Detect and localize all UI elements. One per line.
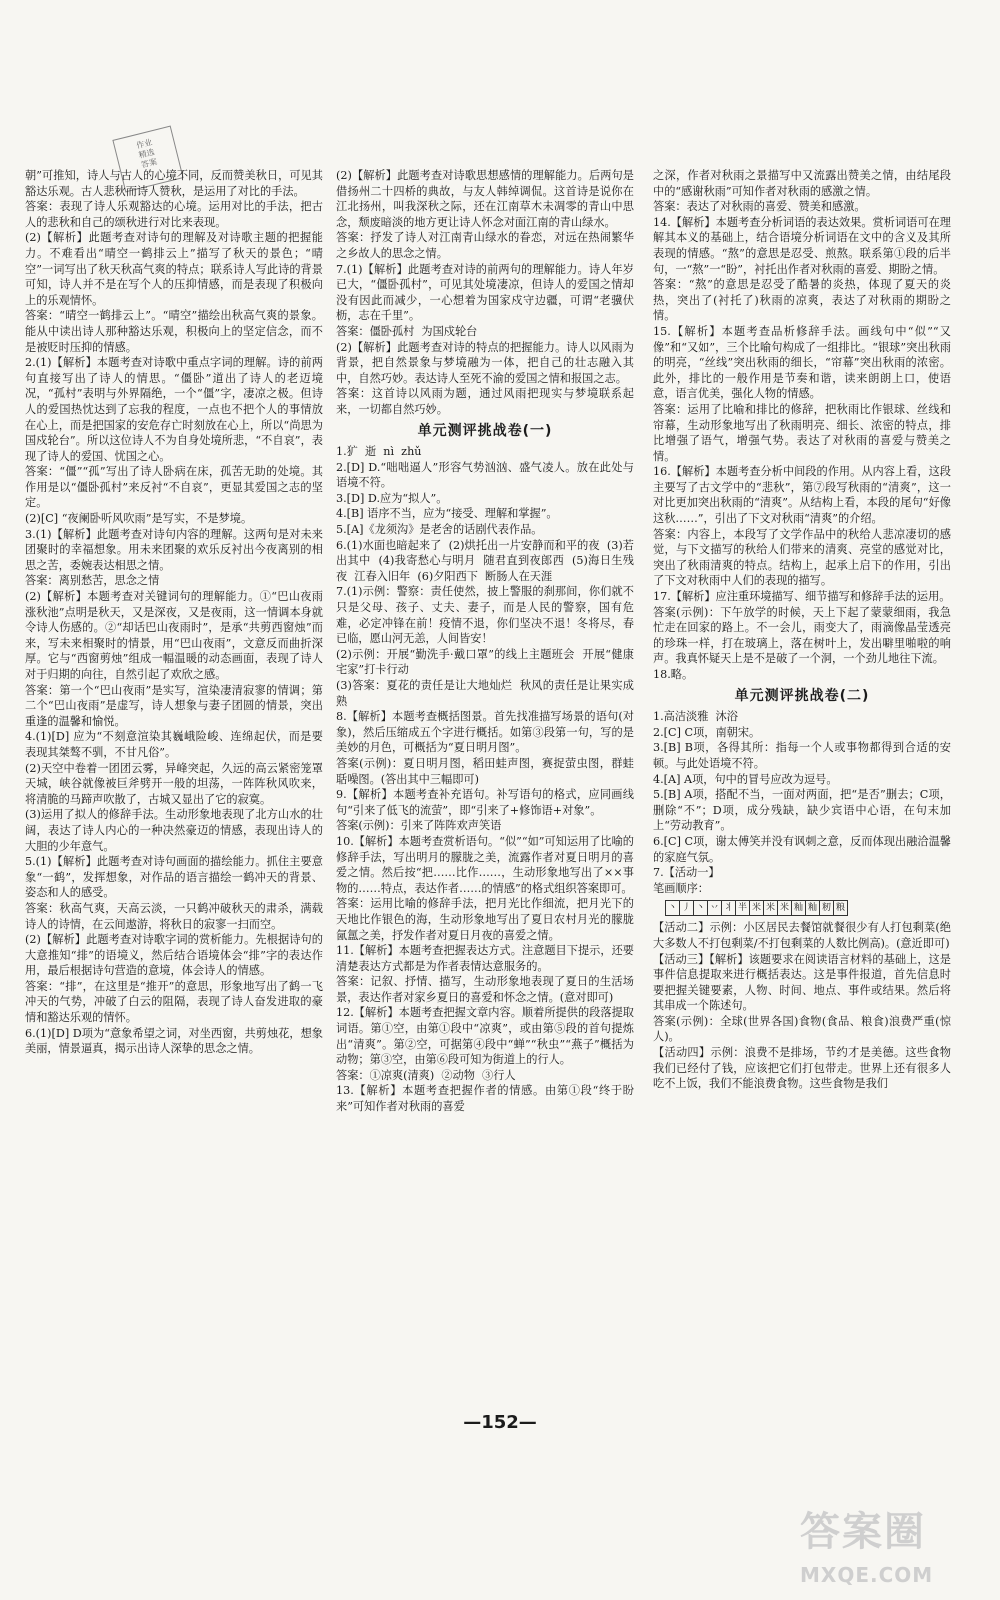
answer-text-middle-top: (2)【解析】此题考查对诗歌思想感情的理解能力。后两句是借扬州二十四桥的典故，与友人韩绰调侃。这首诗是说你在江北扬州，叫我深秋之际，还在江南草木未凋零的青山中思念，颓废暗淡的地方更让诗人怀念对面江南的青山绿水。 答案：抒发了诗人对江南青山绿水的眷恋，对远在热闹繁华之乡故人的思念之情。 7.(1)【解析】此题考查对诗的前两句的理解能力。诗人年岁已大，“僵卧孤村”，可见其处境凄凉，但诗人的爱国之情却没有因此而减少，一心想着为国家戍守边疆，可谓“老骥伏枥，志在千里”。 答案：僵卧孤村 为国戍轮台 (2)【解析】此题考查对诗的特点的把握能力。诗人以风雨为背景，把自然景象与梦境融为一体，把自己的壮志融入其中，自然巧妙。表达诗人至死不渝的爱国之情和报国之志。 答案：这首诗以风雨为题，通过风雨把现实与梦境联系起来，一切都自然巧妙。 bbox=[336, 169, 634, 416]
stroke-cell: 半 bbox=[736, 900, 750, 916]
stroke-cell: 米 bbox=[750, 900, 764, 916]
stroke-cell: 米 bbox=[764, 900, 778, 916]
answer-text-right-top: 之深，作者对秋雨之景描写中又流露出赞美之情，由结尾段中的“感谢秋雨”可知作者对秋雨的感激之情。 答案：表达了对秋雨的喜爱、赞美和感激。 14.【解析】本题考查分析词语的表达效果。赏析词语可在理解其本义的基础上，结合语境分析词语在文中的含义及其所表现的情感。“熬”的意思是忍受、煎熬。联系第①段的后半句，一“熬”一“盼”，衬托出作者对秋雨的喜爱、期盼之情。 答案：“熬”的意思是忍受了酷暑的炎热，体现了夏天的炎热，突出了(衬托了)秋雨的凉爽，表达了对秋雨的期盼之情。 15.【解析】本题考查品析修辞手法。画线句中“似”“又像”和“又如”，三个比喻句构成了一组排比。“银球”突出秋雨的明亮，“丝线”突出秋雨的细长，“帘幕”突出秋雨的浓密。此外，排比的一般作用是节奏和谐，读来朗朗上口，使语意，语言优美，强化人物的情感。 答案：运用了比喻和排比的修辞，把秋雨比作银球、丝线和帘幕，生动形象地写出了秋雨明亮、细长、浓密的特点，排比增强了语气，增强气势。表达了对秋雨的喜爱与赞美之情。 16.【解析】本题考查分析中间段的作用。从内容上看，这段主要写了古文学中的“悲秋”，第⑦段写秋雨的“清爽”，这一对比更加突出秋雨的“清爽”。从结构上看，本段的尾句“好像这秋……”，引出了下文对秋雨“清爽”的介绍。 答案：内容上，本段写了文学作品中的秋给人悲凉凄切的感觉，与下文描写的秋给人们带来的清爽、亮堂的感觉对比，突出了秋雨清爽的特点。结构上，起承上启下的作用，引出了下文对秋雨中人们的表现的描写。 17.【解析】应注重环境描写、细节描写和修辞手法的运用。 答案(示例)：下午放学的时候，天上下起了蒙蒙细雨，我急忙走在回家的路上。不一会儿，雨变大了，雨滴像晶莹透亮的珍珠一样，打在玻璃上，落在树叶上，发出噼里啪啦的响声。我真怀疑天上是不是破了一个洞，一个劲儿地往下流。 18.略。 bbox=[653, 169, 951, 681]
stroke-cell: 丷 bbox=[708, 900, 722, 916]
stroke-cell: 籼 bbox=[806, 900, 820, 916]
stroke-cell: 丬 bbox=[722, 900, 736, 916]
column-left bbox=[25, 168, 323, 1413]
stroke-order-grid bbox=[665, 900, 951, 916]
section-title-test-one: 单元测评挑战卷(一) bbox=[417, 422, 553, 439]
stroke-cell: 丿 bbox=[680, 900, 694, 916]
watermark-logo bbox=[800, 1500, 980, 1590]
stroke-cell: 籾 bbox=[820, 900, 834, 916]
section-title-test-two: 单元测评挑战卷(二) bbox=[734, 687, 870, 704]
watermark-logo-text: 答案圈 bbox=[800, 1509, 926, 1555]
answer-text-left: 朝”可推知，诗人与古人的心境不同，反而赞美秋日，可见其豁达乐观。古人悲秋而诗人赞秋，是运用了对比的手法。 答案：表现了诗人乐观豁达的心境。运用对比的手法，把古人的悲秋和自己的颂秋进行对比来表现。 (2)【解析】此题考查对诗句的理解及对诗歌主题的把握能力。不难看出“晴空一鹤排云上”描写了秋天的景色；“晴空”一词写出了秋天秋高气爽的特点；联系诗人写此诗的背景可知，诗人并不是在写个人的压抑情感，而是表现了积极向上的乐观情怀。 答案：“晴空一鹤排云上”。“晴空”描绘出秋高气爽的景象。能从中读出诗人那种豁达乐观，积极向上的坚定信念，而不是被贬时压抑的情感。 2.(1)【解析】本题考查对诗歌中重点字词的理解。诗的前两句直接写出了诗人的情思。“僵卧”道出了诗人的老迈境况，“孤村”表明与外界隔绝，一个“僵”字，凄凉之极。但诗人的爱国热忱达到了忘我的程度，一点也不把个人的事情放在心上，而是把国家的安危存亡时刻放在心上，所以“尚思为国戍轮台”。所以这位诗人不为自身处境所悲，“不自哀”，表现了诗人的爱国、忧国之心。 答案：“僵”“孤”写出了诗人卧病在床，孤苦无助的处境。其作用是以“僵卧孤村”来反衬“不自哀”，更显其爱国之志的坚定。 (2)[C] “夜阑卧听风吹雨”是写实，不是梦境。 3.(1)【解析】此题考查对诗句内容的理解。这两句是对未来团聚时的幸福想象。用未来团聚的欢乐反衬出今夜离别的相思之苦，委婉表达相思之情。 答案：离别愁苦，思念之情 (2)【解析】本题考查对关键词句的理解能力。①“巴山夜雨涨秋池”点明是秋天，又是深夜，又是夜雨，这一情调本身就令诗人伤感的。②“却话巴山夜雨时”，是承“共剪西窗烛”而来，写未来相聚时的情景，用“巴山夜雨”，文意反而曲折深厚。它与“西窗剪烛”组成一幅温暖的动态画面，表现了诗人对于归期的向往，自然引起了欢欣之感。 答案：第一个“巴山夜雨”是实写，渲染凄清寂寥的情调；第二个“巴山夜雨”是虚写，诗人想象与妻子团圆的情景，突出重逢的温馨和愉悦。 4.(1)[D] 应为“不刻意渲染其巍峨险峻、连绵起伏，而是要表现其桀骜不驯，不甘凡俗”。 (2)天空中卷着一团团云雾，异峰突起，久远的高云紧密笼罩天城，峡谷就像被巨斧劈开一般的坦荡，一阵阵秋风吹来，将清脆的马蹄声吹散了，古城又显出了它的寂寞。 (3)运用了拟人的修辞手法。生动形象地表现了北方山水的壮阔，表达了诗人内心的一种决然豪迈的情感，表现出诗人的大胆的少年意气。 5.(1)【解析】此题考查对诗句画面的描绘能力。抓住主要意象“一鹤”，发挥想象，对作品的语言描绘一鹤冲天的背景、姿态和人的感受。 答案：秋高气爽，天高云淡，一只鹤冲破秋天的肃杀，满载诗人的诗情，在云间遨游，将秋日的寂寥一扫而空。 (2)【解析】此题考查对诗歌字词的赏析能力。先根据诗句的大意推知“排”的语境义，然后结合语境体会“排”字的表达作用，最后根据诗句营造的意境，体会诗人的情感。 答案：“排”，在这里是“推开”的意思，形象地写出了鹤一飞冲天的气势，冲破了白云的阻隔，表现了诗人奋发进取的豪情和豁达乐观的情怀。 6.(1)[D] D项为“意象希望之词，对坐西窗，共剪烛花，想象美丽，情景逼真，揭示出诗人深挚的思念之情。 bbox=[25, 169, 323, 1056]
stroke-cell: 丶 bbox=[694, 900, 708, 916]
stroke-cell: 丶 bbox=[665, 900, 680, 916]
answer-text-right-middle: 1.高洁淡雅 沐浴 2.[C] C项，南朝宋。 3.[B] B项，各得其所：指每一个人或事物都得到合适的安顿。与此处语境不符。 4.[A] A项，句中的冒号应改为逗号。 5.[B] A项，搭配不当，一面对两面，把“是否”删去；C项，删除“不”；D项，成分残缺，缺少宾语中心语，在句末加上“劳动教育”。 6.[C] C项，谢太傅笑并没有讽刺之意，反而体现出融洽温馨的家庭气氛。 7.【活动一】 笔画顺序： bbox=[653, 710, 951, 895]
stroke-cell: 粮 bbox=[834, 900, 848, 916]
page-number: —152— bbox=[463, 1412, 537, 1433]
stroke-cell: 米 bbox=[778, 900, 792, 916]
column-right bbox=[653, 168, 951, 1428]
column-middle bbox=[336, 168, 634, 1428]
answer-text-right-bottom: 【活动二】示例：小区居民去餐馆就餐很少有人打包剩菜(绝大多数人不打包剩菜/不打包剩菜的人数比例高)。(意近即可) 【活动三】【解析】该题要求在阅读语言材料的基础上，这是事件信息提取来进行概括表达。这是事件报道，首先信息时要把握关键要素，人物、时间、地点、事件或结果。然后将其串成一个陈述句。 答案(示例)：全球(世界各国)食物(食品、粮食)浪费严重(惊人)。 【活动四】示例：浪费不是排场，节约才是美德。这些食物我们已经付了钱，应该把它们打包带走。世界上还有很多人吃不上饭，我们不能浪费食物。这些食物是我们 bbox=[653, 921, 951, 1091]
answer-stamp: 作业 精选 答案 bbox=[112, 126, 183, 193]
answer-text-middle-bottom: 1.犷 逝 nì zhǔ 2.[D] D.“咄咄逼人”形容气势汹汹、盛气凌人。放在此处与语境不符。 3.[D] D.应为“拟人”。 4.[B] 语序不当，应为“接受、理解和掌握”。 5.[A]《龙须沟》是老舍的话剧代表作品。 6.(1)水面也暗起来了 (2)烘托出一片安静而和平的夜 (3)若出其中 (4)我寄愁心与明月 随君直到夜郎西 (5)海日生残夜 江春入旧年 (6)夕阳西下 断肠人在天涯 7.(1)示例：警察：责任使然，披上警服的刹那间，你们就不只是父母、孩子、丈夫、妻子，而是人民的警察，国有危难，必定冲锋在前！疫情不退，你们坚决不退！冬将尽，春已临，愿山河无恙，人间皆安！ (2)示例：开展“勤洗手·戴口罩”的线上主题班会 开展“健康宅家”打卡行动 (3)答案：夏花的责任是让大地灿烂 秋风的责任是让果实成熟 8.【解析】本题考查概括图景。首先找准描写场景的语句(对象)，然后压缩成五个字进行概括。如第③段第一句，写的是美妙的月色，可概括为“夏日明月图”。 答案(示例)：夏日明月图，稻田蛙声图，赛捉萤虫图，群蛙聒噪图。(答出其中三幅即可) 9.【解析】本题考查补充语句。补写语句的格式，应同画线句“引来了低飞的流萤”，即“引来了+修饰语+对象”。 答案(示例)：引来了阵阵欢声笑语 10.【解析】本题考查赏析语句。“似”“如”可知运用了比喻的修辞手法，写出明月的朦胧之美，流露作者对夏日明月的喜爱之情。然后按“把……比作……，生动形象地写出了××事物的……特点，表达作者……的情感”的格式组织答案即可。 答案：运用比喻的修辞手法，把月光比作细流，把月光下的天地比作银色的海，生动形象地写出了夏日农村月光的朦胧氤氲之美，抒发作者对夏日月夜的喜爱之情。 11.【解析】本题考查把握表达方式。注意题目下提示，还要清楚表达方式都是为作者表情达意服务的。 答案：记叙、抒情、描写，生动形象地表现了夏日的生活场景，表达作者对家乡夏日的喜爱和怀念之情。(意对即可) 12.【解析】本题考查把握文章内容。顺着所提供的段落提取词语。第①空，由第①段中“凉爽”，或由第⑤段的首句提炼出“清爽”。第②空，可据第④段中“蝉”“秋虫”“燕子”概括为动物；第③空，由第⑥段可知为街道上的行人。 答案：①凉爽(清爽) ②动物 ③行人 13.【解析】本题考查把握作者的情感。由第①段“终于盼来”可知作者对秋雨的喜爱 bbox=[336, 445, 634, 1114]
watermark-url: MXQE.COM bbox=[800, 1563, 934, 1587]
stroke-cell: 籼 bbox=[792, 900, 806, 916]
